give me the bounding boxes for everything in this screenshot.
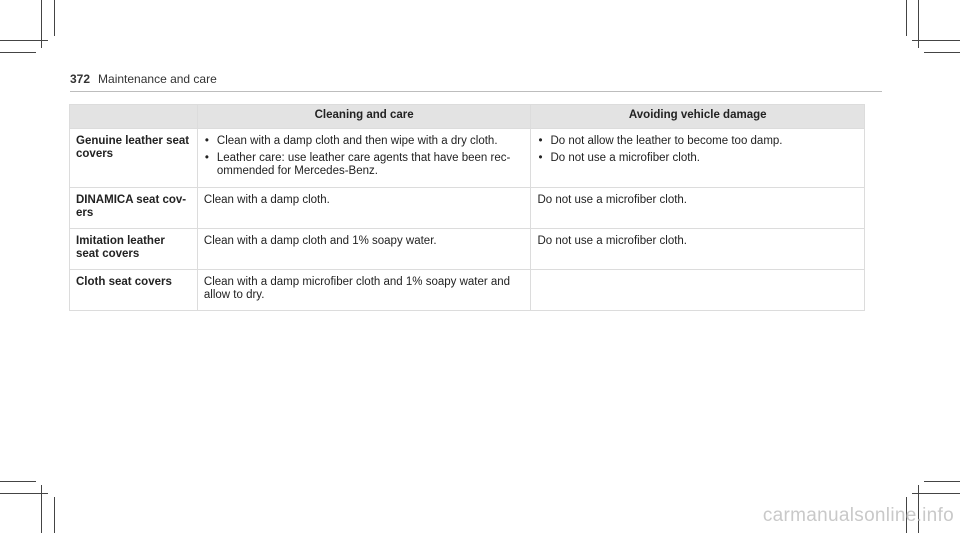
- cleaning-cell: Clean with a damp cloth.: [197, 188, 531, 229]
- table-row: [70, 270, 865, 311]
- avoiding-cell: Do not use a microfiber cloth.: [531, 188, 865, 229]
- list-item: • Leather care: use leather care agents that have been recommended for Mercedes-Benz.: [204, 152, 525, 178]
- list-item: • Clean with a damp cloth and then wipe with a dry cloth.: [204, 135, 525, 148]
- bullet-list: [204, 135, 525, 178]
- bullet-list: [537, 135, 858, 165]
- section-title: Maintenance and care: [98, 72, 217, 86]
- crop-mark: [906, 0, 907, 36]
- cleaning-cell: Clean with a damp microfiber cloth and 1% soapy water and allow to dry.: [197, 270, 531, 311]
- crop-mark: [0, 493, 48, 494]
- avoiding-cell: [531, 129, 865, 188]
- crop-mark: [54, 497, 55, 533]
- page-number: 372: [70, 72, 91, 86]
- crop-mark: [924, 52, 960, 53]
- watermark: carmanualsonline.info: [762, 505, 954, 526]
- crop-mark: [0, 52, 36, 53]
- list-item: • Do not allow the leather to become too damp.: [537, 135, 858, 148]
- column-header-blank: [70, 105, 198, 129]
- page-header: [70, 72, 882, 92]
- cleaning-cell: Clean with a damp cloth and 1% soapy water.: [197, 229, 531, 270]
- crop-mark: [0, 481, 36, 482]
- header-text: [70, 72, 882, 86]
- column-header-cleaning: Cleaning and care: [197, 105, 531, 129]
- list-item: • Do not use a microfiber cloth.: [537, 152, 858, 165]
- column-header-avoiding: Avoiding vehicle damage: [531, 105, 865, 129]
- avoiding-cell: [531, 270, 865, 311]
- header-divider: [70, 91, 882, 92]
- row-label: Imitation leather seat covers: [70, 229, 198, 270]
- seat-cover-care-table: [69, 104, 865, 311]
- table-row: [70, 188, 865, 229]
- crop-mark: [912, 40, 960, 41]
- crop-mark: [912, 493, 960, 494]
- cleaning-cell: [197, 129, 531, 188]
- row-label: Genuine leather seat covers: [70, 129, 198, 188]
- crop-mark: [54, 0, 55, 36]
- table-row: [70, 129, 865, 188]
- table-row: [70, 229, 865, 270]
- avoiding-cell: Do not use a microfiber cloth.: [531, 229, 865, 270]
- table-header-row: [70, 105, 865, 129]
- crop-mark: [0, 40, 48, 41]
- row-label: DINAMICA seat covers: [70, 188, 198, 229]
- crop-mark: [924, 481, 960, 482]
- row-label: Cloth seat covers: [70, 270, 198, 311]
